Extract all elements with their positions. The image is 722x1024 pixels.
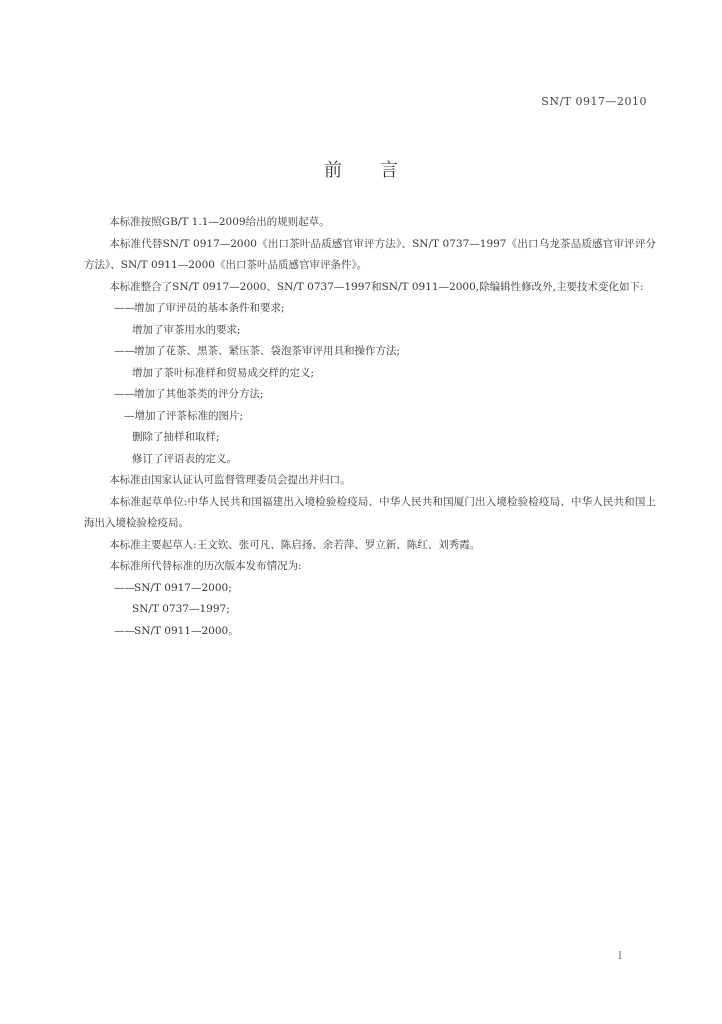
- list-item: SN/T 0737—1997;: [132, 603, 230, 615]
- page-number: I: [618, 951, 622, 962]
- list-item: 删除了抽样和取样;: [132, 431, 220, 443]
- changes-list: [84, 298, 656, 470]
- history-list: [84, 578, 656, 643]
- list-item: 增加了审茶用水的要求;: [132, 323, 241, 336]
- paragraph-drafters: 本标准主要起草人:王文钦、张可凡、陈启扬、余若萍、罗立新、陈红、刘秀霞。: [109, 538, 481, 551]
- paragraph-proposer: 本标准由国家认证认可监督管理委员会提出并归口。: [109, 474, 351, 486]
- paragraph-integration: 本标准整合了SN/T 0917—2000、SN/T 0737—1997和SN/T 0911—2000,除编辑性修改外,主要技术变化如下:: [109, 280, 644, 293]
- paragraph-drafting-units: 本标准起草单位:中华人民共和国福建出入境检验检疫局、中华人民共和国厦门出入境检验检疫局、中华人民共和国上海出入境检验检疫局。: [84, 495, 656, 529]
- paragraph-history: 本标准所代替标准的历次版本发布情况为:: [109, 560, 302, 572]
- standard-code: SN/T 0917—2010: [541, 95, 647, 108]
- list-item: —增加了评茶标准的图片;: [124, 409, 244, 422]
- foreword-body: [84, 212, 656, 642]
- paragraph-drafting-rules: 本标准按照GB/T 1.1—2009给出的规则起草。: [109, 216, 330, 228]
- list-item: ——增加了审评员的基本条件和要求;: [114, 302, 285, 314]
- list-item: ——SN/T 0917—2000;: [114, 581, 232, 594]
- list-item: 修订了评语表的定义。: [132, 452, 237, 465]
- list-item: ——增加了其他茶类的评分方法;: [114, 388, 264, 400]
- paragraph-replaces: 本标准代替SN/T 0917—2000《出口茶叶品质感官审评方法》、SN/T 0737—1997《出口乌龙茶品质感官审评评分方法》、SN/T 0911—2000《出口茶叶品质感官审评条件》。: [84, 237, 656, 271]
- list-item: ——增加了花茶、黑茶、紧压茶、袋泡茶审评用具和操作方法;: [114, 345, 401, 357]
- list-item: 增加了茶叶标准样和贸易成交样的定义;: [132, 366, 315, 379]
- page-title: 前言: [324, 160, 436, 181]
- list-item: ——SN/T 0911—2000。: [114, 624, 239, 637]
